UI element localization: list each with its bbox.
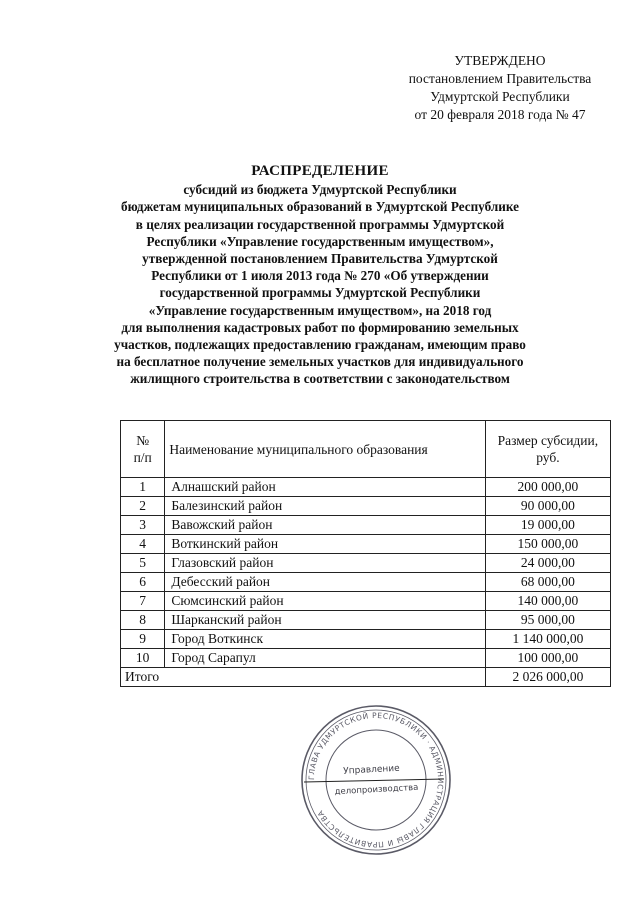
distribution-table (120, 420, 611, 687)
title-line: Республики от 1 июля 2013 года № 270 «Об утверждении (151, 268, 489, 284)
official-stamp (296, 700, 456, 860)
row-amount: 1 140 000,00 (485, 630, 610, 649)
title-line: «Управление государственным имуществом», на 2018 год (148, 302, 492, 318)
row-name: Сюмсинский район (165, 592, 485, 611)
row-amount: 100 000,00 (485, 649, 610, 668)
row-name: Город Воткинск (165, 630, 485, 649)
approval-line: от 20 февраля 2018 года № 47 (414, 107, 586, 122)
title-line: участков, подлежащих предоставлению гражданам, имеющим право (114, 337, 526, 353)
table-row (121, 497, 611, 516)
stamp-center-line2: делопроизводства (334, 782, 419, 798)
row-amount: 200 000,00 (485, 478, 610, 497)
table-row (121, 592, 611, 611)
stamp-center-line1: Управление (343, 763, 400, 777)
row-amount: 140 000,00 (485, 592, 610, 611)
header-number-sign: № (136, 433, 150, 448)
table-row (121, 649, 611, 668)
header-amount (485, 421, 610, 478)
row-number: 1 (121, 478, 165, 497)
table-row (121, 535, 611, 554)
table-body (121, 478, 611, 687)
stamp-underline (304, 779, 444, 782)
title-line: жилищного строительства в соответствии с законодательством (130, 371, 510, 387)
row-number: 9 (121, 630, 165, 649)
header-amount-label: Размер субсидии, (497, 433, 599, 448)
row-name: Город Сарапул (165, 649, 485, 668)
title-line: бюджетам муниципальных образований в Удмуртской Республике (121, 199, 519, 215)
row-number: 6 (121, 573, 165, 592)
table-row (121, 554, 611, 573)
stamp-ring-textpath: ГЛАВА УДМУРТСКОЙ РЕСПУБЛИКИ · АДМИНИСТРАЦИЯ ГЛАВЫ И ПРАВИТЕЛЬСТВА (306, 710, 446, 850)
row-number: 7 (121, 592, 165, 611)
row-name: Вавожский район (165, 516, 485, 535)
row-name: Алнашский район (165, 478, 485, 497)
row-name: Глазовский район (165, 554, 485, 573)
title-line: Республики «Управление государственным имуществом», (146, 233, 494, 249)
title-line: государственной программы Удмуртской Республики (159, 285, 481, 301)
header-name: Наименование муниципального образования (165, 421, 485, 478)
row-number: 5 (121, 554, 165, 573)
row-name: Шарканский район (165, 611, 485, 630)
approval-line: постановлением Правительства (408, 71, 592, 86)
row-number: 10 (121, 649, 165, 668)
row-number: 2 (121, 497, 165, 516)
title-line: для выполнения кадастровых работ по формированию земельных (121, 319, 519, 335)
row-name: Балезинский район (165, 497, 485, 516)
row-amount: 68 000,00 (485, 573, 610, 592)
title-line: субсидий из бюджета Удмуртской Республики (183, 182, 457, 198)
row-name: Воткинский район (165, 535, 485, 554)
row-amount: 95 000,00 (485, 611, 610, 630)
table-row (121, 573, 611, 592)
title-line: в целях реализации государственной программы Удмуртской (135, 216, 505, 232)
row-amount: 24 000,00 (485, 554, 610, 573)
table-row (121, 516, 611, 535)
title-line: на бесплатное получение земельных участков для индивидуального (116, 354, 524, 370)
table-header-row (121, 421, 611, 478)
row-amount: 150 000,00 (485, 535, 610, 554)
row-number: 3 (121, 516, 165, 535)
approval-block (390, 52, 610, 124)
total-amount: 2 026 000,00 (485, 668, 610, 687)
total-row (121, 668, 611, 687)
document-title (110, 163, 530, 388)
table-row (121, 630, 611, 649)
row-name: Дебесский район (165, 573, 485, 592)
row-amount: 19 000,00 (485, 516, 610, 535)
header-number (121, 421, 165, 478)
header-amount-unit: руб. (536, 450, 560, 465)
approval-line: Удмуртской Республики (430, 89, 570, 104)
row-number: 8 (121, 611, 165, 630)
title-line: утвержденной постановлением Правительства Удмуртской (142, 251, 498, 267)
total-label: Итого (121, 668, 486, 687)
table-row (121, 611, 611, 630)
row-number: 4 (121, 535, 165, 554)
approval-line: УТВЕРЖДЕНО (454, 53, 546, 68)
row-amount: 90 000,00 (485, 497, 610, 516)
header-number-abbrev: п/п (133, 450, 152, 465)
title-heading: РАСПРЕДЕЛЕНИЕ (251, 163, 389, 179)
table-row (121, 478, 611, 497)
